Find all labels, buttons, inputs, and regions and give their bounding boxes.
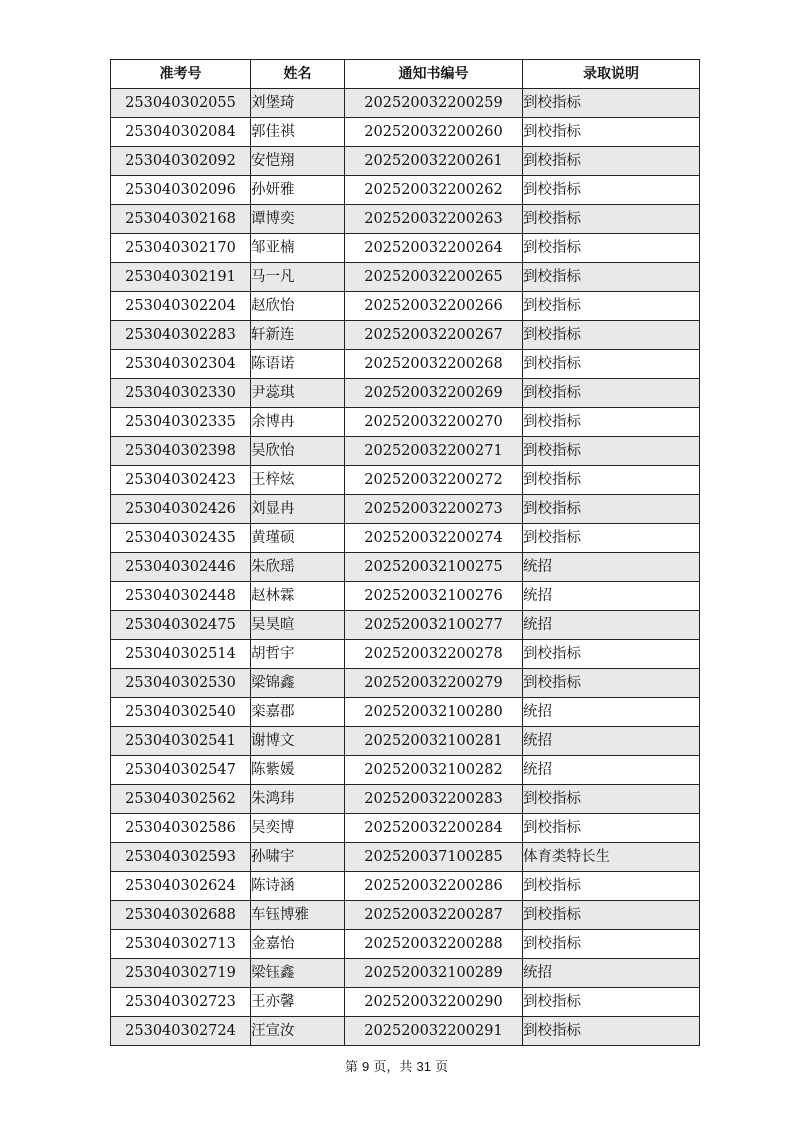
exam-number-cell: 253040302713: [111, 930, 251, 959]
table-row: [111, 321, 700, 350]
student-name-cell: 黄瑾硕: [251, 524, 345, 553]
header-name: 姓名: [251, 60, 345, 89]
admission-note-cell: 到校指标: [523, 524, 700, 553]
exam-number-cell: 253040302723: [111, 988, 251, 1017]
notice-number-cell: 202520032100275: [345, 553, 523, 582]
admission-note-cell: 到校指标: [523, 234, 700, 263]
notice-number-cell: 202520032200291: [345, 1017, 523, 1046]
admission-note-cell: 统招: [523, 959, 700, 988]
admission-note-cell: 到校指标: [523, 437, 700, 466]
student-name-cell: 谢博文: [251, 727, 345, 756]
admission-note-cell: 到校指标: [523, 814, 700, 843]
notice-number-cell: 202520032100277: [345, 611, 523, 640]
notice-number-cell: 202520032200283: [345, 785, 523, 814]
page-footer: [0, 1056, 793, 1075]
notice-number-cell: 202520032200261: [345, 147, 523, 176]
table-row: [111, 205, 700, 234]
student-name-cell: 余博冉: [251, 408, 345, 437]
student-name-cell: 王亦馨: [251, 988, 345, 1017]
admission-note-cell: 到校指标: [523, 466, 700, 495]
notice-number-cell: 202520032200267: [345, 321, 523, 350]
student-name-cell: 邹亚楠: [251, 234, 345, 263]
admission-note-cell: 到校指标: [523, 350, 700, 379]
admission-note-cell: 到校指标: [523, 408, 700, 437]
footer-suffix: 页: [435, 1060, 449, 1075]
table-row: [111, 1017, 700, 1046]
table-row: [111, 669, 700, 698]
notice-number-cell: 202520032200284: [345, 814, 523, 843]
student-name-cell: 尹蕊琪: [251, 379, 345, 408]
student-name-cell: 孙妍雅: [251, 176, 345, 205]
admission-note-cell: 到校指标: [523, 263, 700, 292]
notice-number-cell: 202520037100285: [345, 843, 523, 872]
student-name-cell: 梁钰鑫: [251, 959, 345, 988]
exam-number-cell: 253040302055: [111, 89, 251, 118]
student-name-cell: 吴昊暄: [251, 611, 345, 640]
table-row: [111, 814, 700, 843]
admission-note-cell: 到校指标: [523, 901, 700, 930]
student-name-cell: 轩新连: [251, 321, 345, 350]
exam-number-cell: 253040302624: [111, 872, 251, 901]
header-admission-note: 录取说明: [523, 60, 700, 89]
table-row: [111, 640, 700, 669]
student-name-cell: 刘堡琦: [251, 89, 345, 118]
admission-note-cell: 统招: [523, 553, 700, 582]
student-name-cell: 陈紫媛: [251, 756, 345, 785]
notice-number-cell: 202520032100276: [345, 582, 523, 611]
table-row: [111, 553, 700, 582]
table-row: [111, 89, 700, 118]
student-name-cell: 郭佳祺: [251, 118, 345, 147]
exam-number-cell: 253040302283: [111, 321, 251, 350]
student-name-cell: 安恺翔: [251, 147, 345, 176]
admission-note-cell: 到校指标: [523, 321, 700, 350]
admission-note-cell: 到校指标: [523, 669, 700, 698]
table-row: [111, 843, 700, 872]
admission-note-cell: 统招: [523, 582, 700, 611]
admission-note-cell: 到校指标: [523, 640, 700, 669]
notice-number-cell: 202520032200272: [345, 466, 523, 495]
table-row: [111, 727, 700, 756]
table-row: [111, 408, 700, 437]
table-row: [111, 901, 700, 930]
table-row: [111, 872, 700, 901]
admission-note-cell: 到校指标: [523, 292, 700, 321]
notice-number-cell: 202520032200274: [345, 524, 523, 553]
exam-number-cell: 253040302330: [111, 379, 251, 408]
notice-number-cell: 202520032200262: [345, 176, 523, 205]
admission-note-cell: 到校指标: [523, 1017, 700, 1046]
table-row: [111, 176, 700, 205]
table-row: [111, 611, 700, 640]
notice-number-cell: 202520032100281: [345, 727, 523, 756]
exam-number-cell: 253040302719: [111, 959, 251, 988]
admission-note-cell: 到校指标: [523, 930, 700, 959]
exam-number-cell: 253040302540: [111, 698, 251, 727]
admission-note-cell: 到校指标: [523, 147, 700, 176]
student-name-cell: 王梓炫: [251, 466, 345, 495]
header-notice-number: 通知书编号: [345, 60, 523, 89]
table-header-row: [111, 60, 700, 89]
exam-number-cell: 253040302335: [111, 408, 251, 437]
notice-number-cell: 202520032200279: [345, 669, 523, 698]
exam-number-cell: 253040302541: [111, 727, 251, 756]
table-row: [111, 350, 700, 379]
admission-note-cell: 到校指标: [523, 988, 700, 1017]
notice-number-cell: 202520032100280: [345, 698, 523, 727]
table-row: [111, 263, 700, 292]
table-row: [111, 785, 700, 814]
table-row: [111, 292, 700, 321]
exam-number-cell: 253040302724: [111, 1017, 251, 1046]
notice-number-cell: 202520032200269: [345, 379, 523, 408]
exam-number-cell: 253040302168: [111, 205, 251, 234]
student-name-cell: 胡哲宇: [251, 640, 345, 669]
exam-number-cell: 253040302586: [111, 814, 251, 843]
exam-number-cell: 253040302562: [111, 785, 251, 814]
admission-note-cell: 统招: [523, 756, 700, 785]
table-row: [111, 234, 700, 263]
notice-number-cell: 202520032200286: [345, 872, 523, 901]
exam-number-cell: 253040302084: [111, 118, 251, 147]
admission-note-cell: 统招: [523, 727, 700, 756]
table-row: [111, 147, 700, 176]
exam-number-cell: 253040302435: [111, 524, 251, 553]
table-row: [111, 524, 700, 553]
exam-number-cell: 253040302448: [111, 582, 251, 611]
student-name-cell: 马一凡: [251, 263, 345, 292]
admission-note-cell: 到校指标: [523, 205, 700, 234]
footer-total-pages: 31: [416, 1059, 431, 1074]
table-row: [111, 437, 700, 466]
exam-number-cell: 253040302475: [111, 611, 251, 640]
exam-number-cell: 253040302398: [111, 437, 251, 466]
student-name-cell: 朱鸿玮: [251, 785, 345, 814]
student-name-cell: 谭博奕: [251, 205, 345, 234]
exam-number-cell: 253040302096: [111, 176, 251, 205]
exam-number-cell: 253040302191: [111, 263, 251, 292]
student-name-cell: 刘显冉: [251, 495, 345, 524]
notice-number-cell: 202520032200273: [345, 495, 523, 524]
table-row: [111, 466, 700, 495]
exam-number-cell: 253040302204: [111, 292, 251, 321]
table-row: [111, 959, 700, 988]
notice-number-cell: 202520032200263: [345, 205, 523, 234]
admission-note-cell: 到校指标: [523, 785, 700, 814]
notice-number-cell: 202520032200271: [345, 437, 523, 466]
admission-note-cell: 到校指标: [523, 176, 700, 205]
notice-number-cell: 202520032200268: [345, 350, 523, 379]
table-row: [111, 379, 700, 408]
student-name-cell: 车钰博雅: [251, 901, 345, 930]
admission-note-cell: 统招: [523, 611, 700, 640]
table-row: [111, 582, 700, 611]
exam-number-cell: 253040302547: [111, 756, 251, 785]
admission-note-cell: 到校指标: [523, 495, 700, 524]
admission-table: [110, 59, 700, 1046]
student-name-cell: 梁锦鑫: [251, 669, 345, 698]
exam-number-cell: 253040302170: [111, 234, 251, 263]
footer-page-number: 9: [362, 1059, 370, 1074]
student-name-cell: 金嘉怡: [251, 930, 345, 959]
student-name-cell: 陈诗涵: [251, 872, 345, 901]
admission-note-cell: 到校指标: [523, 118, 700, 147]
table-body: [111, 89, 700, 1046]
table-row: [111, 756, 700, 785]
table-row: [111, 930, 700, 959]
notice-number-cell: 202520032200288: [345, 930, 523, 959]
notice-number-cell: 202520032200260: [345, 118, 523, 147]
table-row: [111, 988, 700, 1017]
admission-note-cell: 统招: [523, 698, 700, 727]
exam-number-cell: 253040302304: [111, 350, 251, 379]
notice-number-cell: 202520032100289: [345, 959, 523, 988]
exam-number-cell: 253040302530: [111, 669, 251, 698]
footer-prefix: 第: [344, 1060, 358, 1075]
admission-note-cell: 到校指标: [523, 379, 700, 408]
header-exam-number: 准考号: [111, 60, 251, 89]
notice-number-cell: 202520032100282: [345, 756, 523, 785]
student-name-cell: 朱欣瑶: [251, 553, 345, 582]
table-row: [111, 495, 700, 524]
student-name-cell: 吴奕博: [251, 814, 345, 843]
table-row: [111, 118, 700, 147]
notice-number-cell: 202520032200287: [345, 901, 523, 930]
exam-number-cell: 253040302514: [111, 640, 251, 669]
notice-number-cell: 202520032200265: [345, 263, 523, 292]
footer-middle: 页，共: [373, 1060, 413, 1075]
student-name-cell: 吴欣怡: [251, 437, 345, 466]
table-row: [111, 698, 700, 727]
exam-number-cell: 253040302688: [111, 901, 251, 930]
admission-note-cell: 到校指标: [523, 89, 700, 118]
student-name-cell: 栾嘉郡: [251, 698, 345, 727]
student-name-cell: 赵欣怡: [251, 292, 345, 321]
notice-number-cell: 202520032200278: [345, 640, 523, 669]
notice-number-cell: 202520032200259: [345, 89, 523, 118]
admission-note-cell: 体育类特长生: [523, 843, 700, 872]
student-name-cell: 陈语诺: [251, 350, 345, 379]
notice-number-cell: 202520032200266: [345, 292, 523, 321]
exam-number-cell: 253040302593: [111, 843, 251, 872]
exam-number-cell: 253040302426: [111, 495, 251, 524]
notice-number-cell: 202520032200264: [345, 234, 523, 263]
student-name-cell: 孙啸宇: [251, 843, 345, 872]
exam-number-cell: 253040302423: [111, 466, 251, 495]
exam-number-cell: 253040302092: [111, 147, 251, 176]
admission-note-cell: 到校指标: [523, 872, 700, 901]
student-name-cell: 汪宣汝: [251, 1017, 345, 1046]
exam-number-cell: 253040302446: [111, 553, 251, 582]
notice-number-cell: 202520032200270: [345, 408, 523, 437]
notice-number-cell: 202520032200290: [345, 988, 523, 1017]
student-name-cell: 赵林霖: [251, 582, 345, 611]
